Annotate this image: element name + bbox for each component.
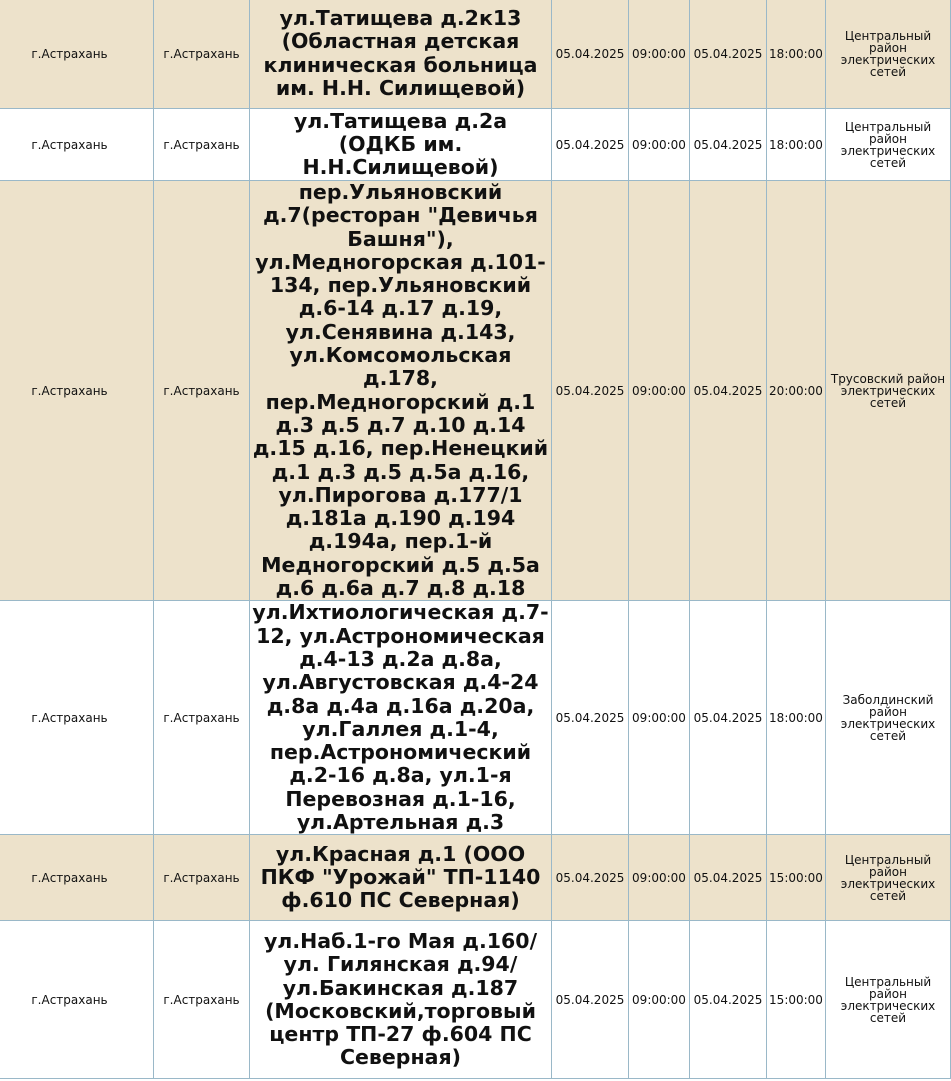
start-date-cell: 05.04.2025 (552, 601, 629, 835)
district-cell: Трусовский район электрических сетей (826, 181, 951, 601)
district-cell: Центральный район электрических сетей (826, 109, 951, 181)
address-cell: пер.Ульяновский д.7(ресторан "Девичья Башня"), ул.Медногорская д.101-134, пер.Ульяновский д.6-14 д.17 д.19, ул.Сенявина д.143, ул.Комсомольская д.178, пер.Медногорский д.1 д.3 д.5 д.7 д.10 д.14 д.15 д.16, пер.Ненецкий д.1 д.3 д.5 д.5а д.16, ул.Пирогова д.177/1 д.181а д.190 д.194 д.194а, пер.1-й Медногорский д.5 д.5а д.6 д.6а д.7 д.8 д.18 (250, 181, 552, 601)
start-time-cell: 09:00:00 (629, 601, 690, 835)
region-cell: г.Астрахань (0, 181, 154, 601)
region-cell: г.Астрахань (0, 921, 154, 1079)
end-time-cell: 18:00:00 (767, 0, 826, 109)
end-time-cell: 18:00:00 (767, 109, 826, 181)
table-row (0, 181, 951, 601)
locality-cell: г.Астрахань (154, 109, 250, 181)
region-cell: г.Астрахань (0, 109, 154, 181)
end-date-cell: 05.04.2025 (690, 181, 767, 601)
locality-cell: г.Астрахань (154, 0, 250, 109)
region-cell: г.Астрахань (0, 0, 154, 109)
table-row (0, 835, 951, 921)
table-row (0, 601, 951, 835)
start-date-cell: 05.04.2025 (552, 0, 629, 109)
start-time-cell: 09:00:00 (629, 921, 690, 1079)
district-cell: Центральный район электрических сетей (826, 835, 951, 921)
end-date-cell: 05.04.2025 (690, 601, 767, 835)
start-date-cell: 05.04.2025 (552, 835, 629, 921)
locality-cell: г.Астрахань (154, 921, 250, 1079)
end-date-cell: 05.04.2025 (690, 921, 767, 1079)
end-time-cell: 15:00:00 (767, 921, 826, 1079)
start-time-cell: 09:00:00 (629, 835, 690, 921)
start-date-cell: 05.04.2025 (552, 921, 629, 1079)
region-cell: г.Астрахань (0, 601, 154, 835)
table-row (0, 109, 951, 181)
address-cell: ул.Наб.1-го Мая д.160/ул. Гилянская д.94/ ул.Бакинская д.187 (Московский,торговый центр ТП-27 ф.604 ПС Северная) (250, 921, 552, 1079)
district-cell: Центральный район электрических сетей (826, 921, 951, 1079)
end-date-cell: 05.04.2025 (690, 0, 767, 109)
end-date-cell: 05.04.2025 (690, 835, 767, 921)
end-time-cell: 18:00:00 (767, 601, 826, 835)
start-time-cell: 09:00:00 (629, 181, 690, 601)
locality-cell: г.Астрахань (154, 835, 250, 921)
district-cell: Центральный район электрических сетей (826, 0, 951, 109)
start-time-cell: 09:00:00 (629, 0, 690, 109)
locality-cell: г.Астрахань (154, 601, 250, 835)
locality-cell: г.Астрахань (154, 181, 250, 601)
end-time-cell: 15:00:00 (767, 835, 826, 921)
table-row (0, 921, 951, 1079)
start-date-cell: 05.04.2025 (552, 109, 629, 181)
start-date-cell: 05.04.2025 (552, 181, 629, 601)
region-cell: г.Астрахань (0, 835, 154, 921)
address-cell: ул.Красная д.1 (ООО ПКФ "Урожай" ТП-1140 ф.610 ПС Северная) (250, 835, 552, 921)
start-time-cell: 09:00:00 (629, 109, 690, 181)
address-cell: ул.Татищева д.2к13 (Областная детская клиническая больница им. Н.Н. Силищевой) (250, 0, 552, 109)
table-row (0, 0, 951, 109)
end-date-cell: 05.04.2025 (690, 109, 767, 181)
end-time-cell: 20:00:00 (767, 181, 826, 601)
district-cell: Заболдинский район электрических сетей (826, 601, 951, 835)
address-cell: ул.Ихтиологическая д.7-12, ул.Астрономическая д.4-13 д.2а д.8а, ул.Августовская д.4-24 д.8а д.4а д.16а д.20а, ул.Галлея д.1-4, пер.Астрономический д.2-16 д.8а, ул.1-я Перевозная д.1-16, ул.Артельная д.3 (250, 601, 552, 835)
address-cell: ул.Татищева д.2а (ОДКБ им. Н.Н.Силищевой) (250, 109, 552, 181)
